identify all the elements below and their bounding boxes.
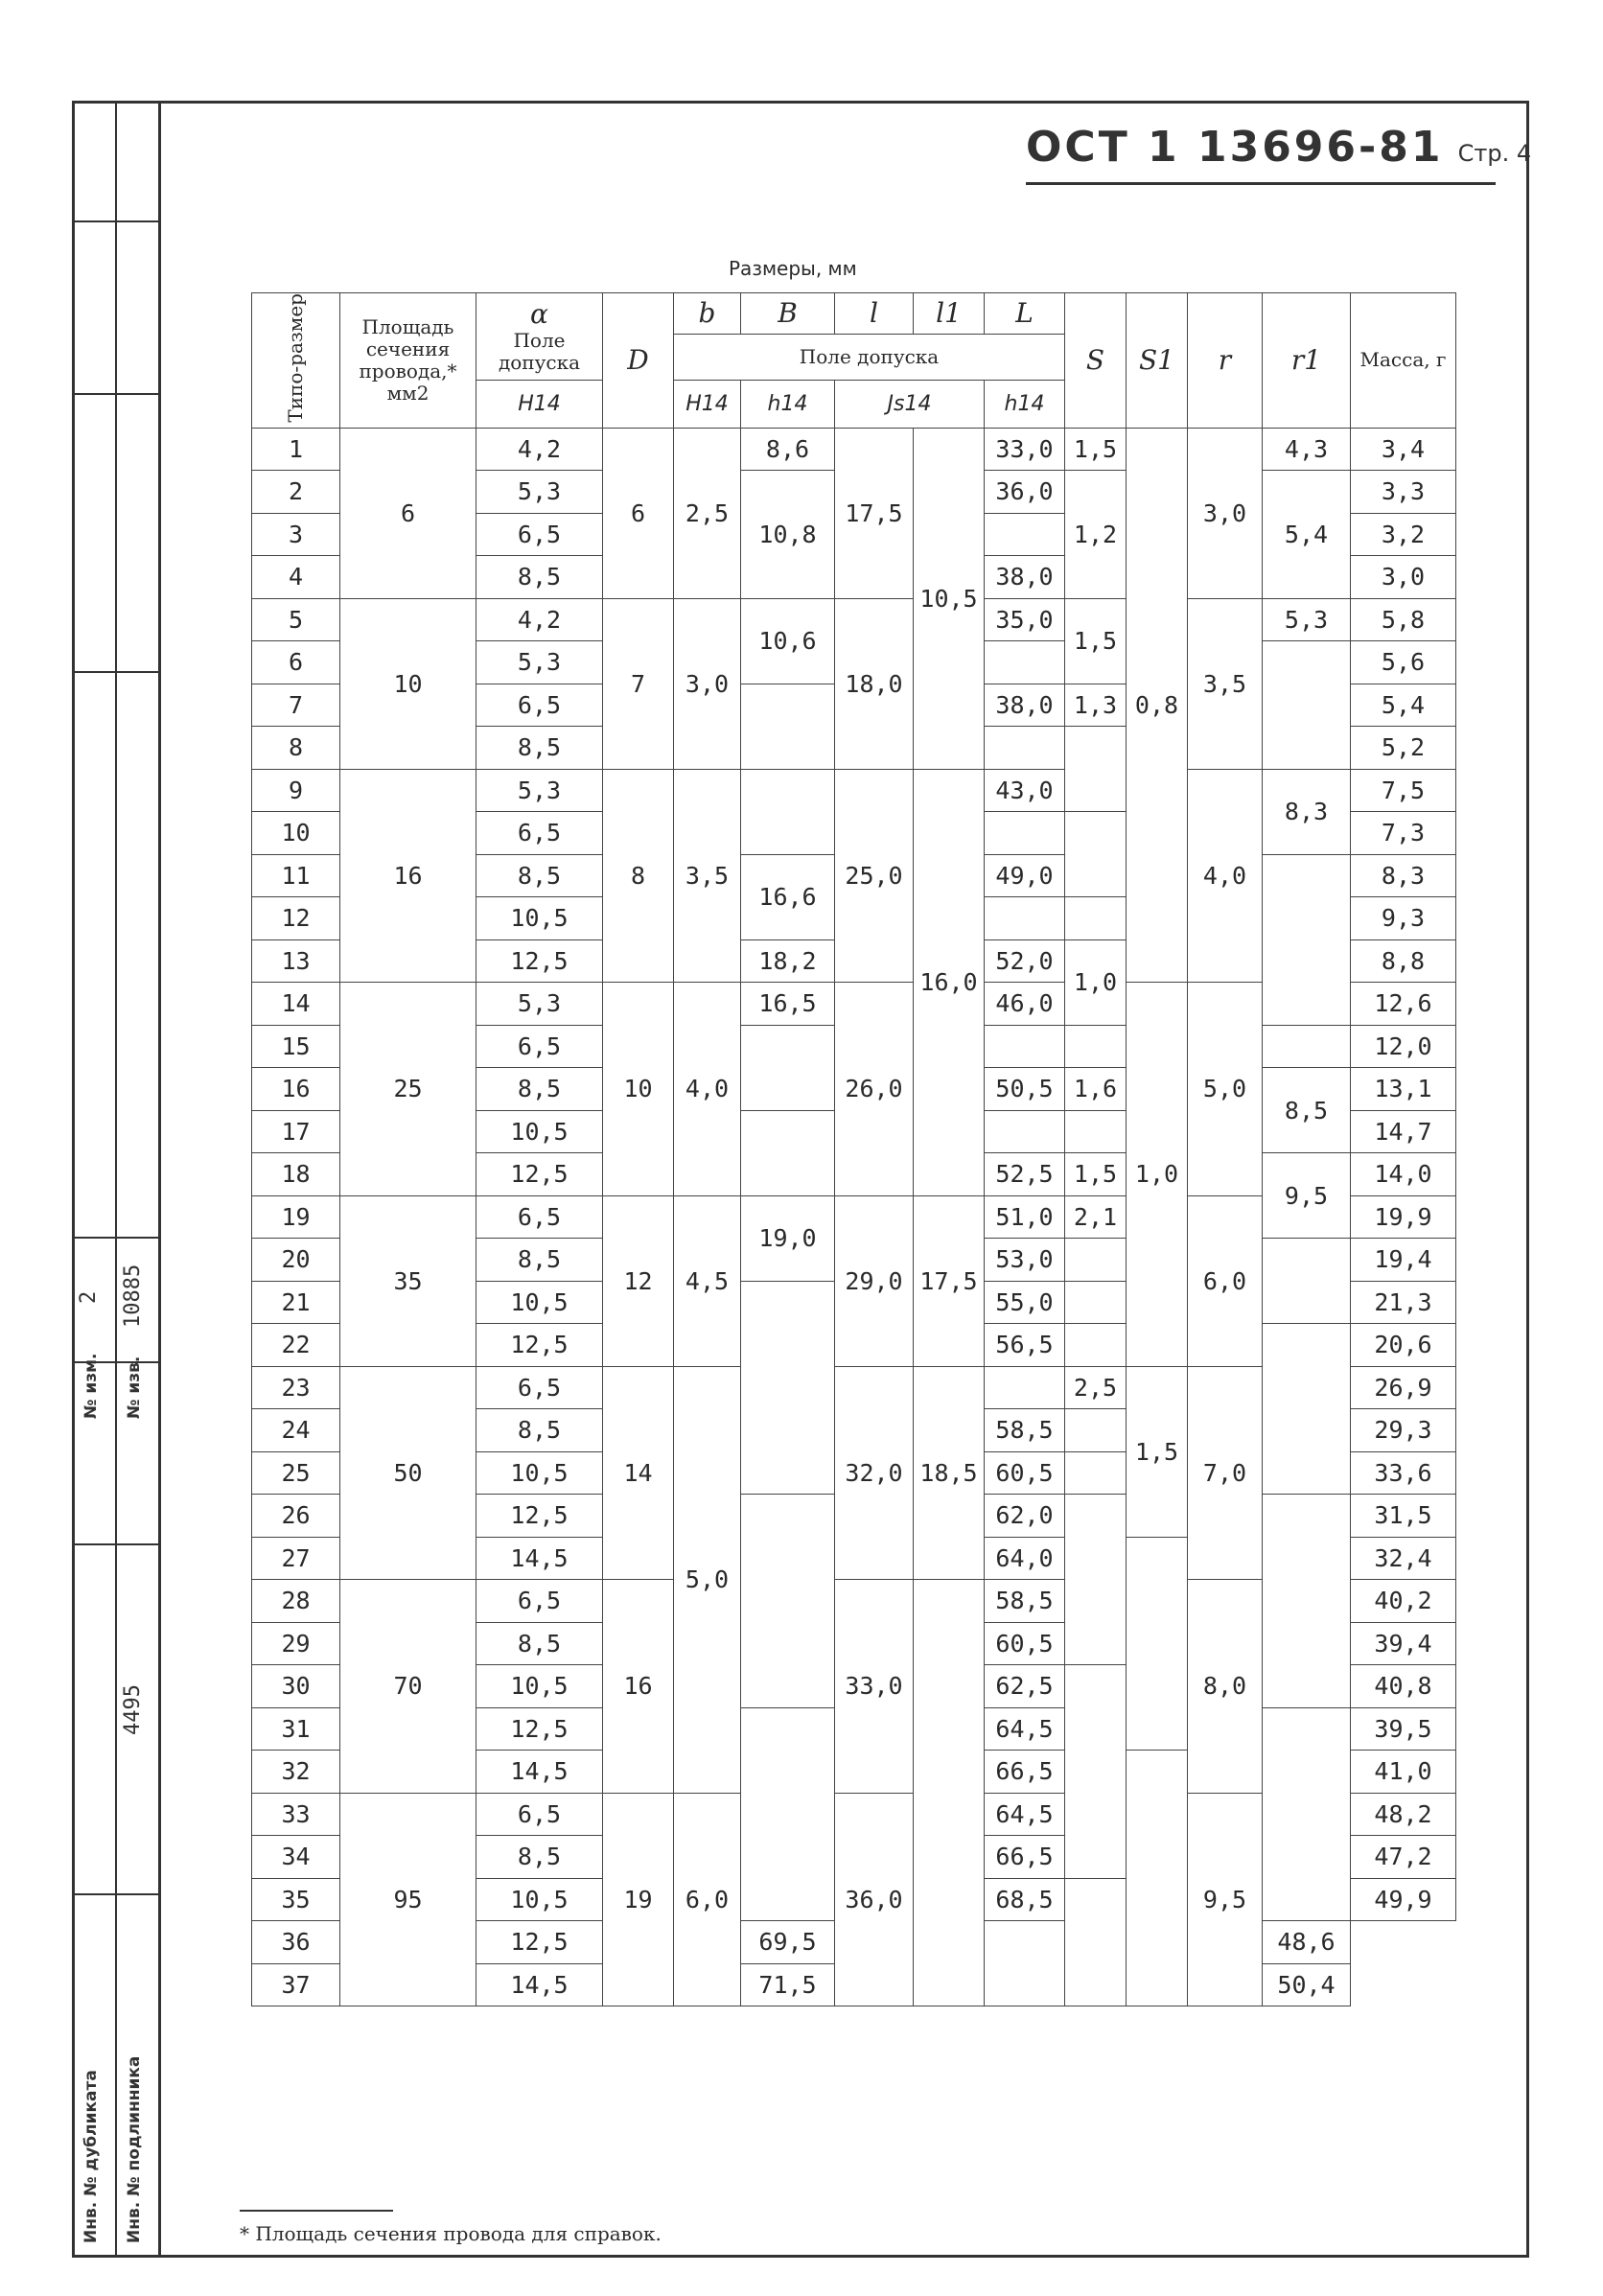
cell-m: 5,2 [1351,727,1456,770]
cell-a: 5,3 [476,769,603,812]
cell-m: 7,5 [1351,769,1456,812]
cell-D: 19 [603,1793,674,2006]
cell-n: 16 [252,1068,340,1111]
cell-B [741,1025,835,1110]
cell-S: 1,0 [1065,939,1127,1025]
cell-r1 [1263,1324,1351,1495]
cell-l1: 18,5 [914,1366,985,1580]
cell-m: 3,2 [1351,513,1456,556]
cell-area: 25 [340,983,476,1196]
cell-B: 16,6 [741,854,835,939]
cell-L: 62,5 [985,1665,1065,1708]
cell-L: 53,0 [985,1239,1065,1282]
cell-r1: 8,3 [1263,769,1351,854]
th-tolerance-group: Поле допуска [674,335,1065,381]
cell-m: 49,9 [1351,1878,1456,1921]
th-l-tol: Js14 [835,380,985,428]
cell-m: 3,4 [1351,428,1456,471]
th-l: l [835,293,914,335]
cell-L: 50,5 [985,1068,1065,1111]
cell-b: 4,0 [674,983,741,1196]
cell-n: 20 [252,1239,340,1282]
cell-m: 32,4 [1351,1537,1456,1580]
cell-area: 6 [340,428,476,598]
cell-a: 6,5 [476,1366,603,1409]
cell-a: 10,5 [476,1110,603,1153]
cell-D: 7 [603,598,674,769]
cell-L: 60,5 [985,1451,1065,1495]
cell-n: 25 [252,1451,340,1495]
cell-r1 [1263,1495,1351,1708]
cell-r1 [1263,1025,1351,1068]
cell-b: 5,0 [674,1366,741,1793]
cell-n: 29 [252,1622,340,1665]
cell-S: 1,3 [1065,684,1127,727]
cell-a: 12,5 [476,1495,603,1538]
cell-a: 12,5 [476,1153,603,1196]
footnote: * Площадь сечения провода для справок. [240,2222,662,2245]
cell-L: 52,0 [985,939,1065,983]
page-number: Стр. 4 [1457,140,1532,167]
cell-n: 21 [252,1281,340,1324]
cell-m: 14,7 [1351,1110,1456,1153]
cell-m: 13,1 [1351,1068,1456,1111]
cell-r: 5,0 [1188,983,1263,1196]
cell-a: 6,5 [476,513,603,556]
cell-L: 64,5 [985,1707,1065,1751]
cell-S: 2,5 [1065,1366,1127,1409]
cell-r1 [1263,1707,1351,1921]
cell-a: 5,3 [476,471,603,514]
cell-S1 [1127,1751,1188,2006]
cell-r1: 8,5 [1263,1068,1351,1153]
cell-r1: 5,3 [1263,598,1351,641]
cell-B: 10,8 [741,471,835,599]
cell-m: 50,4 [1263,1963,1351,2006]
cell-m: 33,6 [1351,1451,1456,1495]
cell-a: 10,5 [476,1451,603,1495]
cell-D: 16 [603,1580,674,1794]
cell-L: 56,5 [985,1324,1065,1367]
cell-m: 26,9 [1351,1366,1456,1409]
cell-L [985,513,1065,556]
cell-l1: 17,5 [914,1195,985,1366]
cell-area: 16 [340,769,476,983]
cell-S: 1,2 [1065,471,1127,599]
cell-L: 55,0 [985,1281,1065,1324]
stamp-line [72,1237,158,1239]
cell-S [1065,727,1127,812]
cell-m: 9,3 [1351,897,1456,940]
cell-S [1065,897,1127,940]
izm-value: 2 [77,1290,101,1304]
cell-L: 66,5 [985,1836,1065,1879]
th-b-tol: H14 [674,380,741,428]
dimensions-table-body [252,428,1456,2006]
th-a [476,293,603,381]
cell-B [741,1281,835,1495]
cell-r1 [1263,641,1351,770]
cell-S: 1,5 [1065,428,1127,471]
cell-l: 18,0 [835,598,914,769]
cell-a: 12,5 [476,1324,603,1367]
cell-r: 8,0 [1188,1580,1263,1794]
cell-b: 3,5 [674,769,741,983]
cell-l: 33,0 [835,1580,914,1794]
units-caption: Размеры, мм [729,257,857,280]
cell-L: 43,0 [985,769,1065,812]
cell-n: 15 [252,1025,340,1068]
cell-m: 48,2 [1351,1793,1456,1836]
cell-area: 95 [340,1793,476,2006]
document-header [1026,123,1531,172]
cell-D: 14 [603,1366,674,1580]
cell-L: 69,5 [741,1921,835,1964]
cell-a: 12,5 [476,1921,603,1964]
cell-area: 10 [340,598,476,769]
th-S: S [1065,293,1127,429]
cell-m: 14,0 [1351,1153,1456,1196]
cell-l: 32,0 [835,1366,914,1580]
cell-S: 1,6 [1065,1068,1127,1111]
th-L: L [985,293,1065,335]
cell-n: 24 [252,1409,340,1452]
cell-m: 19,9 [1351,1195,1456,1239]
cell-a: 12,5 [476,1707,603,1751]
cell-a: 4,2 [476,428,603,471]
cell-n: 23 [252,1366,340,1409]
cell-D: 6 [603,428,674,598]
cell-D: 8 [603,769,674,983]
cell-a: 8,5 [476,556,603,599]
cell-L [985,641,1065,684]
cell-n: 5 [252,598,340,641]
cell-L: 68,5 [985,1878,1065,1921]
stamp-divider [115,101,117,2258]
cell-l1: 10,5 [914,428,985,769]
cell-S [1065,1324,1127,1367]
header-rule [1026,182,1496,185]
cell-S1: 0,8 [1127,428,1188,983]
cell-n: 18 [252,1153,340,1196]
cell-L: 49,0 [985,854,1065,897]
cell-S [1065,1451,1127,1495]
cell-n: 17 [252,1110,340,1153]
cell-B [741,1495,835,1708]
cell-n: 10 [252,812,340,855]
cell-L: 52,5 [985,1153,1065,1196]
cell-n: 9 [252,769,340,812]
cell-n: 14 [252,983,340,1026]
cell-L: 36,0 [985,471,1065,514]
cell-a: 6,5 [476,1025,603,1068]
cell-b: 3,0 [674,598,741,769]
cell-L [985,1025,1065,1068]
cell-area: 35 [340,1195,476,1366]
cell-n: 36 [252,1921,340,1964]
cell-n: 4 [252,556,340,599]
cell-a: 6,5 [476,1793,603,1836]
cell-m: 39,4 [1351,1622,1456,1665]
cell-a: 5,3 [476,983,603,1026]
cell-S: 1,5 [1065,598,1127,684]
cell-L: 60,5 [985,1622,1065,1665]
cell-L: 64,5 [985,1793,1065,1836]
cell-S [1065,1878,1127,2006]
cell-D: 12 [603,1195,674,1366]
cell-n: 27 [252,1537,340,1580]
cell-n: 34 [252,1836,340,1879]
cell-n: 2 [252,471,340,514]
cell-D: 10 [603,983,674,1196]
cell-l: 25,0 [835,769,914,983]
cell-m: 19,4 [1351,1239,1456,1282]
cell-n: 1 [252,428,340,471]
cell-S [1065,1281,1127,1324]
cell-n: 33 [252,1793,340,1836]
cell-S: 1,5 [1065,1153,1127,1196]
cell-S [1065,1495,1127,1665]
cell-L: 64,0 [985,1537,1065,1580]
cell-B: 18,2 [741,939,835,983]
cell-a: 14,5 [476,1963,603,2006]
cell-m: 7,3 [1351,812,1456,855]
cell-l1: 16,0 [914,769,985,1195]
cell-B: 16,5 [741,983,835,1026]
cell-b: 4,5 [674,1195,741,1366]
cell-B [741,684,835,769]
cell-n: 19 [252,1195,340,1239]
cell-L: 35,0 [985,598,1065,641]
cell-L: 58,5 [985,1580,1065,1623]
cell-S [1065,1665,1127,1879]
cell-r: 3,5 [1188,598,1263,769]
cell-B [741,1110,835,1195]
dimensions-table [251,292,1456,2006]
th-B-tol: h14 [741,380,835,428]
cell-area: 70 [340,1580,476,1794]
cell-m: 8,3 [1351,854,1456,897]
th-a-tol: H14 [476,380,603,428]
podl-value: 4495 [121,1684,145,1735]
cell-a: 8,5 [476,1239,603,1282]
cell-a: 6,5 [476,684,603,727]
cell-r: 4,0 [1188,769,1263,983]
table-row [252,769,1456,812]
cell-a: 8,5 [476,1622,603,1665]
cell-a: 4,2 [476,598,603,641]
cell-n: 37 [252,1963,340,2006]
cell-L [985,1110,1065,1153]
cell-S: 2,1 [1065,1195,1127,1239]
izm-label: № изм. [81,1353,101,1419]
cell-a: 6,5 [476,1580,603,1623]
cell-L: 33,0 [985,428,1065,471]
cell-a: 10,5 [476,1665,603,1708]
stamp-line [72,671,158,673]
cell-b: 2,5 [674,428,741,598]
cell-L [985,1366,1065,1409]
cell-a: 12,5 [476,939,603,983]
cell-r1: 5,4 [1263,471,1351,599]
cell-L: 38,0 [985,556,1065,599]
cell-S [1065,1409,1127,1452]
document-code: ОСТ 1 13696-81 [1026,123,1444,172]
cell-r1 [1263,854,1351,1025]
th-S1: S1 [1127,293,1188,429]
cell-n: 28 [252,1580,340,1623]
cell-n: 35 [252,1878,340,1921]
cell-n: 12 [252,897,340,940]
cell-n: 26 [252,1495,340,1538]
cell-B: 8,6 [741,428,835,471]
cell-r: 7,0 [1188,1366,1263,1580]
cell-S [1065,1110,1127,1153]
cell-m: 20,6 [1351,1324,1456,1367]
cell-r1: 9,5 [1263,1153,1351,1239]
cell-n: 30 [252,1665,340,1708]
cell-n: 32 [252,1751,340,1794]
cell-S [1065,1025,1127,1068]
podl-label: Инв. № подлинника [125,2055,144,2243]
stamp-line [72,220,158,222]
cell-r: 6,0 [1188,1195,1263,1366]
th-r: r [1188,293,1263,429]
cell-L: 62,0 [985,1495,1065,1538]
cell-a: 8,5 [476,854,603,897]
cell-m: 5,8 [1351,598,1456,641]
cell-L [985,897,1065,940]
cell-l: 26,0 [835,983,914,1196]
cell-m: 47,2 [1351,1836,1456,1879]
izv-label: № изв. [125,1356,144,1419]
cell-n: 31 [252,1707,340,1751]
cell-L: 51,0 [985,1195,1065,1239]
cell-area: 50 [340,1366,476,1580]
cell-a: 10,5 [476,897,603,940]
cell-m: 8,8 [1351,939,1456,983]
cell-n: 22 [252,1324,340,1367]
cell-r1: 4,3 [1263,428,1351,471]
cell-B: 10,6 [741,598,835,684]
cell-L: 38,0 [985,684,1065,727]
cell-a: 6,5 [476,1195,603,1239]
cell-a: 6,5 [476,812,603,855]
cell-m: 40,8 [1351,1665,1456,1708]
cell-r: 3,0 [1188,428,1263,598]
cell-S1: 1,0 [1127,983,1188,1367]
cell-a: 14,5 [476,1751,603,1794]
cell-l: 17,5 [835,428,914,598]
cell-a: 8,5 [476,1836,603,1879]
cell-m: 21,3 [1351,1281,1456,1324]
cell-L [985,812,1065,855]
cell-m: 3,0 [1351,556,1456,599]
cell-n: 8 [252,727,340,770]
cell-a: 10,5 [476,1281,603,1324]
cell-S [1065,812,1127,897]
th-mass: Масса, г [1351,293,1456,429]
cell-a: 14,5 [476,1537,603,1580]
footnote-rule [240,2210,393,2212]
izv-value: 10885 [121,1264,145,1328]
cell-l1 [914,1580,985,2006]
cell-a: 8,5 [476,727,603,770]
cell-L: 58,5 [985,1409,1065,1452]
cell-l: 29,0 [835,1195,914,1366]
th-l1: l1 [914,293,985,335]
cell-m: 39,5 [1351,1707,1456,1751]
cell-m: 48,6 [1263,1921,1351,1964]
cell-m: 31,5 [1351,1495,1456,1538]
cell-B: 19,0 [741,1195,835,1281]
cell-L: 71,5 [741,1963,835,2006]
cell-B [741,1707,835,1921]
th-a-symbol: α [530,297,548,330]
table-row [252,428,1456,471]
cell-n: 3 [252,513,340,556]
cell-S1: 1,5 [1127,1366,1188,1537]
cell-L [985,727,1065,770]
stamp-line [72,1893,158,1895]
cell-m: 29,3 [1351,1409,1456,1452]
cell-m: 41,0 [1351,1751,1456,1794]
cell-n: 6 [252,641,340,684]
stamp-line [72,1543,158,1545]
cell-b: 6,0 [674,1793,741,2006]
cell-a: 8,5 [476,1409,603,1452]
cell-a: 5,3 [476,641,603,684]
cell-n: 7 [252,684,340,727]
cell-a: 10,5 [476,1878,603,1921]
cell-m: 5,4 [1351,684,1456,727]
th-area: Площадь сечения провода,* мм2 [340,293,476,429]
th-a-sub: Поле допуска [498,328,581,374]
cell-m: 12,0 [1351,1025,1456,1068]
stamp-line [72,393,158,395]
cell-r: 9,5 [1188,1793,1263,2006]
th-r1: r1 [1263,293,1351,429]
th-D: D [603,293,674,429]
table-row [252,598,1456,641]
cell-L: 66,5 [985,1751,1065,1794]
cell-B [741,769,835,854]
cell-m: 40,2 [1351,1580,1456,1623]
cell-n: 13 [252,939,340,983]
th-B: B [741,293,835,335]
cell-m: 3,3 [1351,471,1456,514]
cell-r1 [1263,1239,1351,1324]
dubl-label: Инв. № дубликата [81,2070,101,2243]
th-tiporazmer: Типо-размер [252,293,340,429]
th-L-tol: h14 [985,380,1065,428]
cell-a: 8,5 [476,1068,603,1111]
cell-S1 [1127,1537,1188,1751]
cell-n: 11 [252,854,340,897]
th-b: b [674,293,741,335]
cell-S [1065,1239,1127,1282]
cell-L: 46,0 [985,983,1065,1026]
cell-m: 12,6 [1351,983,1456,1026]
cell-l: 36,0 [835,1793,914,2006]
cell-r1 [985,1921,1065,2006]
cell-m: 5,6 [1351,641,1456,684]
